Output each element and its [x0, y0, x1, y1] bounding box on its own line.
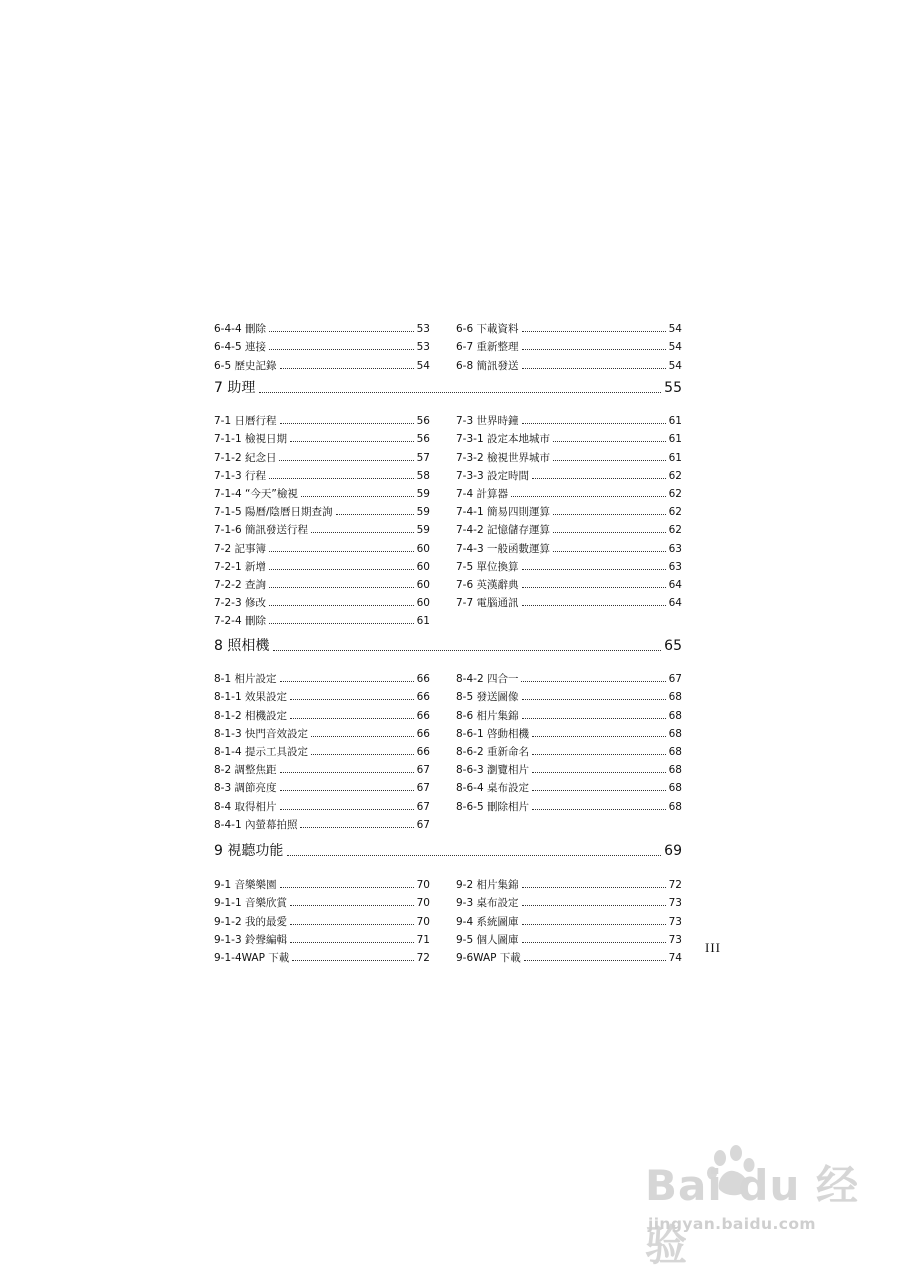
toc-entry-page: 68	[668, 764, 682, 777]
toc-entry-page: 62	[668, 506, 682, 519]
toc-entry-page: 62	[668, 469, 682, 482]
toc-entry-page: 56	[416, 433, 430, 446]
chapter-title: 9 視聽功能	[214, 843, 284, 859]
toc-entry	[456, 667, 682, 685]
toc-entry-label: 7-5 單位換算	[456, 560, 519, 573]
toc-entry	[456, 758, 682, 776]
toc-entry-label: 8-6-1 啓動相機	[456, 727, 529, 740]
leader-dots	[553, 514, 666, 515]
toc-entry	[214, 445, 430, 463]
toc-entry-label: 8-1-4 提示工具設定	[214, 745, 308, 758]
toc-entry-label: 7-3-2 檢視世界城市	[456, 451, 550, 464]
leader-dots	[311, 532, 414, 533]
toc-entry	[456, 928, 682, 946]
toc-entry	[456, 685, 682, 703]
toc-entry	[214, 536, 430, 554]
toc-entry	[456, 335, 682, 353]
leader-dots	[532, 772, 666, 773]
leader-dots	[273, 650, 661, 651]
toc-entry-label: 6-7 重新整理	[456, 341, 519, 354]
watermark-url: jingyan.baidu.com	[648, 1215, 816, 1233]
chapter-page: 55	[664, 380, 682, 396]
toc-entry	[214, 409, 430, 427]
toc-entry-label: 9-1-1 音樂欣賞	[214, 897, 287, 910]
toc-entry-page: 68	[668, 745, 682, 758]
toc-entry-label: 7-6 英漢辭典	[456, 578, 519, 591]
toc-entry-label: 8-6-5 刪除相片	[456, 800, 529, 813]
toc-entry	[214, 946, 430, 964]
toc-entry	[214, 335, 430, 353]
toc-entry-page: 68	[668, 800, 682, 813]
leader-dots	[532, 736, 666, 737]
toc-entry-page: 66	[416, 727, 430, 740]
toc-entry-label: 9-1-2 我的最愛	[214, 915, 287, 928]
toc-entry	[214, 813, 430, 831]
leader-dots	[532, 754, 666, 755]
leader-dots	[269, 605, 414, 606]
leader-dots	[269, 478, 414, 479]
toc-entry	[214, 518, 430, 536]
leader-dots	[269, 331, 414, 332]
toc-entry-label: 8-2 調整焦距	[214, 764, 277, 777]
toc-entry	[456, 573, 682, 591]
toc-entry-page: 59	[416, 506, 430, 519]
leader-dots	[553, 460, 666, 461]
toc-entry-label: 7-3 世界時鐘	[456, 415, 519, 428]
chapter-heading	[214, 843, 682, 859]
toc-entry-page: 54	[416, 359, 430, 372]
toc-entry-label: 7-7 電腦通訊	[456, 597, 519, 610]
toc-entry-page: 66	[416, 709, 430, 722]
toc-entry	[214, 722, 430, 740]
toc-entry	[456, 518, 682, 536]
leader-dots	[280, 772, 414, 773]
toc-entry-label: 7-4-3 一般函數運算	[456, 542, 550, 555]
toc-entry-label: 9-1 音樂樂園	[214, 879, 277, 892]
toc-entry-page: 60	[416, 578, 430, 591]
toc-entry-label: 8-1-2 相機設定	[214, 709, 287, 722]
toc-entry-page: 72	[416, 951, 430, 964]
toc-entry-page: 67	[416, 782, 430, 795]
leader-dots	[336, 514, 414, 515]
toc-entry-label: 7-2-3 修改	[214, 597, 266, 610]
toc-entry-page: 62	[668, 524, 682, 537]
leader-dots	[290, 905, 414, 906]
leader-dots	[280, 809, 414, 810]
toc-entry	[456, 317, 682, 335]
toc-entry-page: 53	[416, 323, 430, 336]
leader-dots	[292, 960, 413, 961]
leader-dots	[280, 423, 414, 424]
leader-dots	[522, 569, 666, 570]
leader-dots	[269, 569, 414, 570]
toc-entry-page: 73	[668, 933, 682, 946]
toc-entry-page: 70	[416, 915, 430, 928]
leader-dots	[532, 478, 666, 479]
toc-entry	[214, 909, 430, 927]
toc-entry-page: 62	[668, 487, 682, 500]
leader-dots	[522, 942, 666, 943]
toc-entry-page: 53	[416, 341, 430, 354]
toc-entry-page: 59	[416, 524, 430, 537]
toc-entry	[456, 464, 682, 482]
toc-entry	[456, 740, 682, 758]
toc-entry	[456, 555, 682, 573]
toc-entry	[456, 873, 682, 891]
toc-entry-label: 6-8 簡訊發送	[456, 359, 519, 372]
toc-entry-label: 8-1-1 效果設定	[214, 691, 287, 704]
toc-entry	[456, 909, 682, 927]
toc-entry-page: 66	[416, 745, 430, 758]
toc-entry	[214, 317, 430, 335]
toc-entry-page: 66	[416, 691, 430, 704]
toc-entry-label: 8-1-3 快門音效設定	[214, 727, 308, 740]
toc-entry-label: 7-1-6 簡訊發送行程	[214, 524, 308, 537]
toc-entry-page: 61	[668, 415, 682, 428]
toc-entry-label: 8-6-3 瀏覽相片	[456, 764, 529, 777]
toc-entry	[214, 667, 430, 685]
leader-dots	[269, 587, 414, 588]
toc-entry	[214, 928, 430, 946]
chapter-heading	[214, 380, 682, 396]
leader-dots	[287, 855, 661, 856]
leader-dots	[301, 496, 414, 497]
leader-dots	[522, 905, 666, 906]
toc-entry-label: 8-3 調節亮度	[214, 782, 277, 795]
toc-entry-page: 64	[668, 578, 682, 591]
toc-entry-label: 7-1-4 “今天”檢視	[214, 487, 298, 500]
toc-column-right	[456, 409, 682, 609]
toc-entry-page: 68	[668, 782, 682, 795]
toc-entry-page: 61	[416, 615, 430, 628]
toc-entry-label: 8-6 相片集錦	[456, 709, 519, 722]
toc-entry-label: 8-4-2 四合一	[456, 673, 519, 686]
toc-entry-page: 56	[416, 415, 430, 428]
toc-entry-label: 6-4-5 連接	[214, 341, 266, 354]
toc-entry	[456, 722, 682, 740]
toc-column-left	[214, 409, 430, 627]
leader-dots	[269, 623, 414, 624]
toc-entry	[456, 891, 682, 909]
toc-entry	[456, 794, 682, 812]
toc-entry-label: 7-2 記事簿	[214, 542, 266, 555]
toc-entry-page: 70	[416, 897, 430, 910]
toc-entry-label: 9-3 桌布設定	[456, 897, 519, 910]
toc-entry-page: 68	[668, 691, 682, 704]
toc-entry	[214, 591, 430, 609]
toc-entry-label: 7-4-1 簡易四則運算	[456, 506, 550, 519]
toc-entry	[456, 703, 682, 721]
leader-dots	[522, 924, 666, 925]
toc-entry-page: 68	[668, 727, 682, 740]
toc-entry-label: 7-4 計算器	[456, 487, 508, 500]
leader-dots	[259, 392, 661, 393]
leader-dots	[311, 754, 414, 755]
toc-column-left	[214, 667, 430, 831]
toc-entry	[214, 464, 430, 482]
toc-entry-label: 6-6 下載資料	[456, 323, 519, 336]
leader-dots	[280, 887, 414, 888]
toc-entry-page: 74	[668, 951, 682, 964]
leader-dots	[522, 349, 666, 350]
leader-dots	[269, 551, 414, 552]
toc-entry	[456, 409, 682, 427]
toc-entry	[456, 445, 682, 463]
toc-entry	[214, 891, 430, 909]
toc-entry-page: 73	[668, 897, 682, 910]
toc-entry-label: 9-5 個人圖庫	[456, 933, 519, 946]
toc-entry	[456, 776, 682, 794]
leader-dots	[311, 736, 414, 737]
toc-entry-label: 8-1 相片設定	[214, 673, 277, 686]
leader-dots	[553, 551, 666, 552]
toc-entry-label: 7-2-1 新增	[214, 560, 266, 573]
toc-entry-page: 60	[416, 542, 430, 555]
leader-dots	[280, 790, 414, 791]
leader-dots	[280, 681, 414, 682]
toc-entry	[214, 758, 430, 776]
toc-entry	[456, 427, 682, 445]
toc-entry-page: 63	[668, 560, 682, 573]
toc-entry-label: 7-3-1 設定本地城市	[456, 433, 550, 446]
leader-dots	[279, 460, 413, 461]
toc-entry-label: 8-6-2 重新命名	[456, 745, 529, 758]
toc-entry-label: 7-1-5 陽曆/陰曆日期查詢	[214, 506, 333, 519]
leader-dots	[290, 718, 414, 719]
toc-entry-page: 63	[668, 542, 682, 555]
toc-entry	[214, 685, 430, 703]
chapter-heading	[214, 638, 682, 654]
toc-entry-label: 6-4-4 刪除	[214, 323, 266, 336]
leader-dots	[290, 699, 414, 700]
toc-entry-label: 9-1-3 鈴聲編輯	[214, 933, 287, 946]
toc-entry-page: 57	[416, 451, 430, 464]
chapter-title: 7 助理	[214, 380, 256, 396]
chapter-title: 8 照相機	[214, 638, 270, 654]
toc-entry-page: 67	[668, 673, 682, 686]
toc-entry-page: 61	[668, 433, 682, 446]
leader-dots	[522, 718, 666, 719]
leader-dots	[532, 809, 666, 810]
toc-entry-page: 54	[668, 341, 682, 354]
toc-entry	[214, 609, 430, 627]
toc-entry	[214, 776, 430, 794]
toc-entry-page: 72	[668, 879, 682, 892]
toc-entry-label: 7-4-2 記憶儲存運算	[456, 524, 550, 537]
toc-entry	[456, 482, 682, 500]
toc-entry	[456, 500, 682, 518]
toc-column-right	[456, 317, 682, 372]
toc-entry	[456, 946, 682, 964]
toc-entry-label: 9-4 系統圖庫	[456, 915, 519, 928]
toc-entry	[214, 703, 430, 721]
toc-entry-label: 7-1-3 行程	[214, 469, 266, 482]
toc-entry-label: 6-5 歷史記錄	[214, 359, 277, 372]
leader-dots	[280, 368, 414, 369]
toc-entry-label: 7-1 日曆行程	[214, 415, 277, 428]
toc-entry-page: 54	[668, 359, 682, 372]
toc-entry	[214, 427, 430, 445]
toc-entry-label: 8-5 發送圖像	[456, 691, 519, 704]
toc-entry-label: 9-1-4WAP 下載	[214, 951, 290, 964]
toc-entry	[214, 794, 430, 812]
toc-entry-label: 7-1-2 紀念日	[214, 451, 277, 464]
toc-entry-label: 8-6-4 桌布設定	[456, 782, 529, 795]
toc-entry	[214, 353, 430, 371]
toc-entry-page: 59	[416, 487, 430, 500]
leader-dots	[269, 349, 414, 350]
leader-dots	[522, 587, 666, 588]
toc-column-left	[214, 317, 430, 372]
baidu-jingyan-watermark	[645, 1145, 885, 1270]
toc-entry-label: 8-4-1 內螢幕拍照	[214, 818, 298, 831]
toc-entry-label: 7-1-1 檢視日期	[214, 433, 287, 446]
leader-dots	[522, 699, 666, 700]
leader-dots	[290, 441, 414, 442]
leader-dots	[522, 331, 666, 332]
leader-dots	[290, 924, 414, 925]
toc-entry	[214, 482, 430, 500]
toc-entry-label: 9-2 相片集錦	[456, 879, 519, 892]
toc-entry-page: 67	[416, 818, 430, 831]
toc-entry	[214, 873, 430, 891]
toc-entry	[456, 536, 682, 554]
leader-dots	[300, 827, 413, 828]
chapter-page: 69	[664, 843, 682, 859]
toc-entry-page: 67	[416, 800, 430, 813]
toc-entry-label: 7-2-2 查詢	[214, 578, 266, 591]
toc-entry	[214, 573, 430, 591]
leader-dots	[553, 441, 666, 442]
toc-column-right	[456, 667, 682, 813]
leader-dots	[532, 790, 666, 791]
toc-entry-page: 61	[668, 451, 682, 464]
toc-entry-page: 71	[416, 933, 430, 946]
leader-dots	[522, 368, 666, 369]
toc-entry	[214, 740, 430, 758]
toc-entry-page: 68	[668, 709, 682, 722]
chapter-page: 65	[664, 638, 682, 654]
toc-entry	[214, 555, 430, 573]
toc-entry-page: 54	[668, 323, 682, 336]
toc-entry-label: 7-3-3 設定時間	[456, 469, 529, 482]
toc-entry	[456, 591, 682, 609]
toc-entry-page: 60	[416, 560, 430, 573]
leader-dots	[521, 681, 665, 682]
leader-dots	[522, 605, 666, 606]
leader-dots	[511, 496, 666, 497]
watermark-logo-text: Bai du 经验	[645, 1161, 859, 1270]
toc-entry	[214, 500, 430, 518]
toc-entry-label: 8-4 取得相片	[214, 800, 277, 813]
toc-entry-page: 67	[416, 764, 430, 777]
toc-entry-page: 73	[668, 915, 682, 928]
leader-dots	[553, 532, 666, 533]
toc-entry-page: 70	[416, 879, 430, 892]
toc-column-left	[214, 873, 430, 964]
toc-entry-page: 60	[416, 597, 430, 610]
leader-dots	[524, 960, 666, 961]
leader-dots	[522, 887, 666, 888]
toc-entry-page: 64	[668, 597, 682, 610]
toc-column-right	[456, 873, 682, 964]
toc-entry-page: 66	[416, 673, 430, 686]
toc-entry-label: 9-6WAP 下載	[456, 951, 521, 964]
page-number: III	[705, 940, 721, 955]
toc-entry	[456, 353, 682, 371]
leader-dots	[522, 423, 666, 424]
toc-entry-page: 58	[416, 469, 430, 482]
toc-entry-label: 7-2-4 刪除	[214, 615, 266, 628]
leader-dots	[290, 942, 414, 943]
